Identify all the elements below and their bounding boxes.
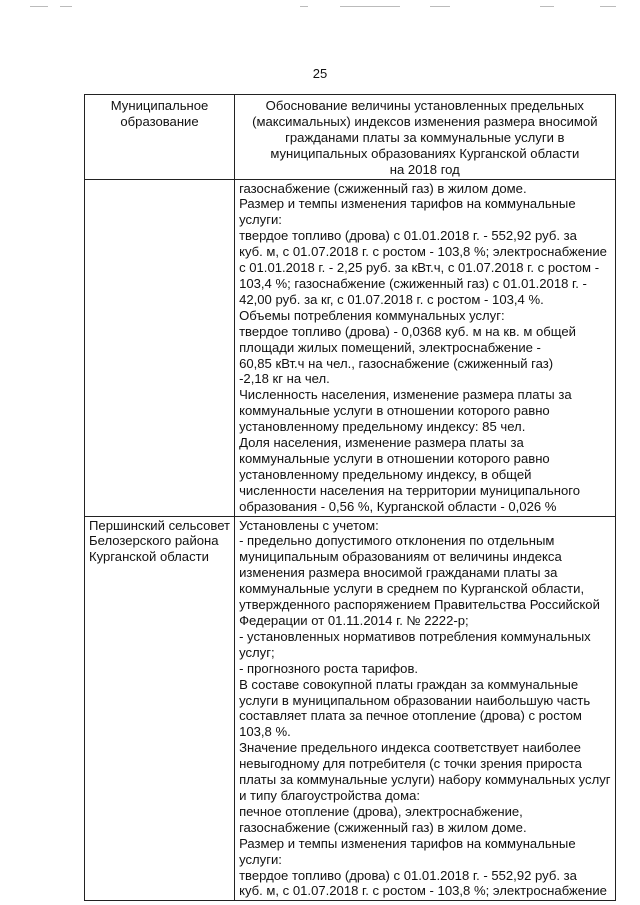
text-line: 42,00 руб. за кг, с 01.07.2018 г. с ростом - 103,4 %. [239,291,544,307]
text-line: образование [120,113,199,129]
table-row [85,179,616,516]
municipality-cell [85,516,235,901]
page-number: 25 [312,66,328,81]
text-line: на 2018 год [389,161,460,177]
text-line: -2,18 кг на чел. [239,371,330,387]
text-line: образования - 0,56 %, Курганской области - 0,026 % [239,498,557,514]
text-line: установленному предельному индексу: 85 чел. [239,419,526,435]
text-line: составляет плата за печное отопление (дрова) с ростом [239,708,582,724]
text-line: гражданами платы за коммунальные услуги в [285,129,565,145]
header-justification-cell [235,95,616,180]
text-line: - прогнозного роста тарифов. [239,660,419,676]
text-line: печное отопление (дрова), электроснабжение, [239,803,523,819]
text-line: коммунальные услуги в отношении которого равно [239,403,550,419]
text-line: Федерации от 01.11.2014 г. № 2222-р; [239,613,469,628]
text-line: Объемы потребления коммунальных услуг: [239,307,505,323]
text-line: Численность населения, изменение размера платы за [239,387,572,403]
header-justification-text [239,98,611,178]
municipality-cell [85,179,235,516]
justification-table [84,94,616,901]
text-line: коммунальные услуги в среднем по Курганской области, [239,581,585,597]
text-line: 60,85 кВт.ч на чел., газоснабжение (сжиженный газ) [239,355,554,371]
text-line: Размер и темпы изменения тарифов на коммунальные [239,835,576,851]
text-line: куб. м, с 01.07.2018 г. с ростом - 103,8 %; электроснабжение [239,883,607,899]
text-line: 103,4 %; газоснабжение (сжиженный газ) с 01.01.2018 г. - [239,275,587,291]
text-line: газоснабжение (сжиженный газ) в жилом доме. [239,819,527,835]
text-line: и типу благоустройства дома: [239,787,420,803]
text-line: (максимальных) индексов изменения размера вносимой [252,113,598,129]
scan-artifacts [0,6,640,12]
text-line: утвержденного распоряжением Правительства Российской [239,597,600,613]
justification-cell [235,516,616,901]
text-line: Значение предельного индекса соответствует наиболее [239,740,581,756]
text-line: коммунальные услуги в отношении которого равно [239,450,550,466]
justification-text [239,181,611,515]
text-line: твердое топливо (дрова) с 01.01.2018 г. - 552,92 руб. за [239,867,577,883]
header-municipality-text [89,98,230,130]
text-line: невыгодному для потребителя (с точки зрения прироста [239,756,582,772]
text-line: Обоснование величины установленных предельных [265,98,584,113]
text-line: - установленных нормативов потребления коммунальных [239,628,591,644]
text-line: услуги: [239,851,282,867]
text-line: численности населения на территории муниципального [239,482,581,498]
text-line: услуги в муниципальном образовании наибольшую часть [239,692,591,708]
text-line: Курганской области [89,549,209,565]
text-line: Белозерского района [89,533,219,549]
justification-text [239,518,611,900]
text-line: муниципальных образованиях Курганской области [270,145,580,161]
text-line: газоснабжение (сжиженный газ) в жилом доме. [239,180,527,196]
text-line: твердое топливо (дрова) - 0,0368 куб. м на кв. м общей [239,323,576,339]
text-line: Першинский сельсовет [89,517,231,533]
text-line: установленному предельному индексу, в общей [239,466,532,482]
text-line: твердое топливо (дрова) с 01.01.2018 г. - 552,92 руб. за [239,228,577,244]
justification-cell [235,179,616,516]
table-row [85,516,616,901]
text-line: В составе совокупной платы граждан за коммунальные [239,676,579,692]
text-line: - предельно допустимого отклонения по отдельным [239,533,555,549]
municipality-name [89,518,230,566]
text-line: с 01.01.2018 г. - 2,25 руб. за кВт.ч, с 01.07.2018 г. с ростом - [239,260,600,276]
text-line: куб. м, с 01.07.2018 г. с ростом - 103,8 %; электроснабжение [239,244,607,260]
text-line: Размер и темпы изменения тарифов на коммунальные [239,196,576,212]
text-line: 103,8 %. [239,724,291,740]
text-line: платы за коммунальные услуги) набору коммунальных услуг [239,772,611,788]
text-line: Установлены с учетом: [239,517,379,533]
text-line: площади жилых помещений, электроснабжение - [239,339,541,355]
table-header-row [85,95,616,180]
text-line: Муниципальное [110,98,209,113]
text-line: услуги: [239,212,282,228]
header-municipality-cell [85,95,235,180]
text-line: муниципальным образованиям от величины индекса [239,549,562,565]
text-line: изменения размера вносимой гражданами платы за [239,565,558,581]
text-line: услуг; [239,644,275,660]
text-line: Доля населения, изменение размера платы за [239,435,524,451]
